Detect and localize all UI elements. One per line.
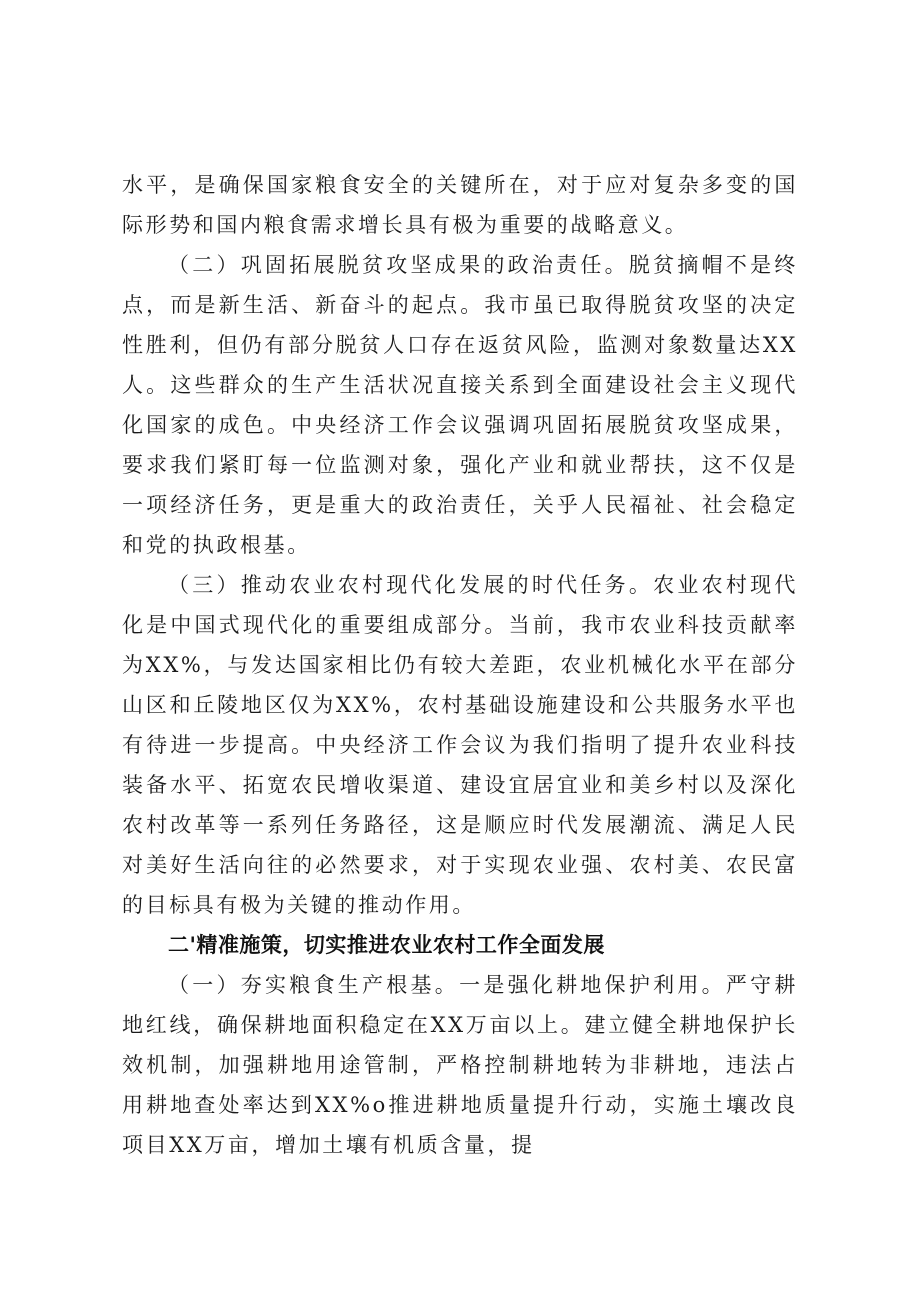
section-heading: 二'精准施策，切实推进农业农村工作全面发展 (168, 933, 605, 957)
document-body (122, 165, 798, 1165)
paragraph-continuation: 水平，是确保国家粮食安全的关键所在，对于应对复杂多变的国际形势和国内粮食需求增长具有极为重要的战略意义。 (122, 173, 798, 237)
paragraph-section-2: （二）巩固拓展脱贫攻坚成果的政治责任。脱贫摘帽不是终点，而是新生活、新奋斗的起点。我市虽已取得脱贫攻坚的决定性胜利，但仍有部分脱贫人口存在返贫风险，监测对象数量达XX人。这些群众的生产生活状况直接关系到全面建设社会主义现代化国家的成色。中央经济工作会议强调巩固拓展脱贫攻坚成果，要求我们紧盯每一位监测对象，强化产业和就业帮扶，这不仅是一项经济任务，更是重大的政治责任，关乎人民福祉、社会稳定和党的执政根基。 (122, 253, 798, 557)
paragraph-subsection-1: （一）夯实粮食生产根基。一是强化耕地保护利用。严守耕地红线，确保耕地面积稳定在XX万亩以上。建立健全耕地保护长效机制，加强耕地用途管制，严格控制耕地转为非耕地，违法占用耕地查处率达到XX%o推进耕地质量提升行动，实施土壤改良项目XX万亩，增加土壤有机质含量，提 (122, 973, 798, 1157)
paragraph-section-3: （三）推动农业农村现代化发展的时代任务。农业农村现代化是中国式现代化的重要组成部分。当前，我市农业科技贡献率为XX%，与发达国家相比仍有较大差距，农业机械化水平在部分山区和丘陵地区仅为XX%，农村基础设施建设和公共服务水平也有待进一步提高。中央经济工作会议为我们指明了提升农业科技装备水平、拓宽农民增收渠道、建设宜居宜业和美乡村以及深化农村改革等一系列任务路径，这是顺应时代发展潮流、满足人民对美好生活向往的必然要求，对于实现农业强、农村美、农民富的目标具有极为关键的推动作用。 (122, 573, 798, 917)
